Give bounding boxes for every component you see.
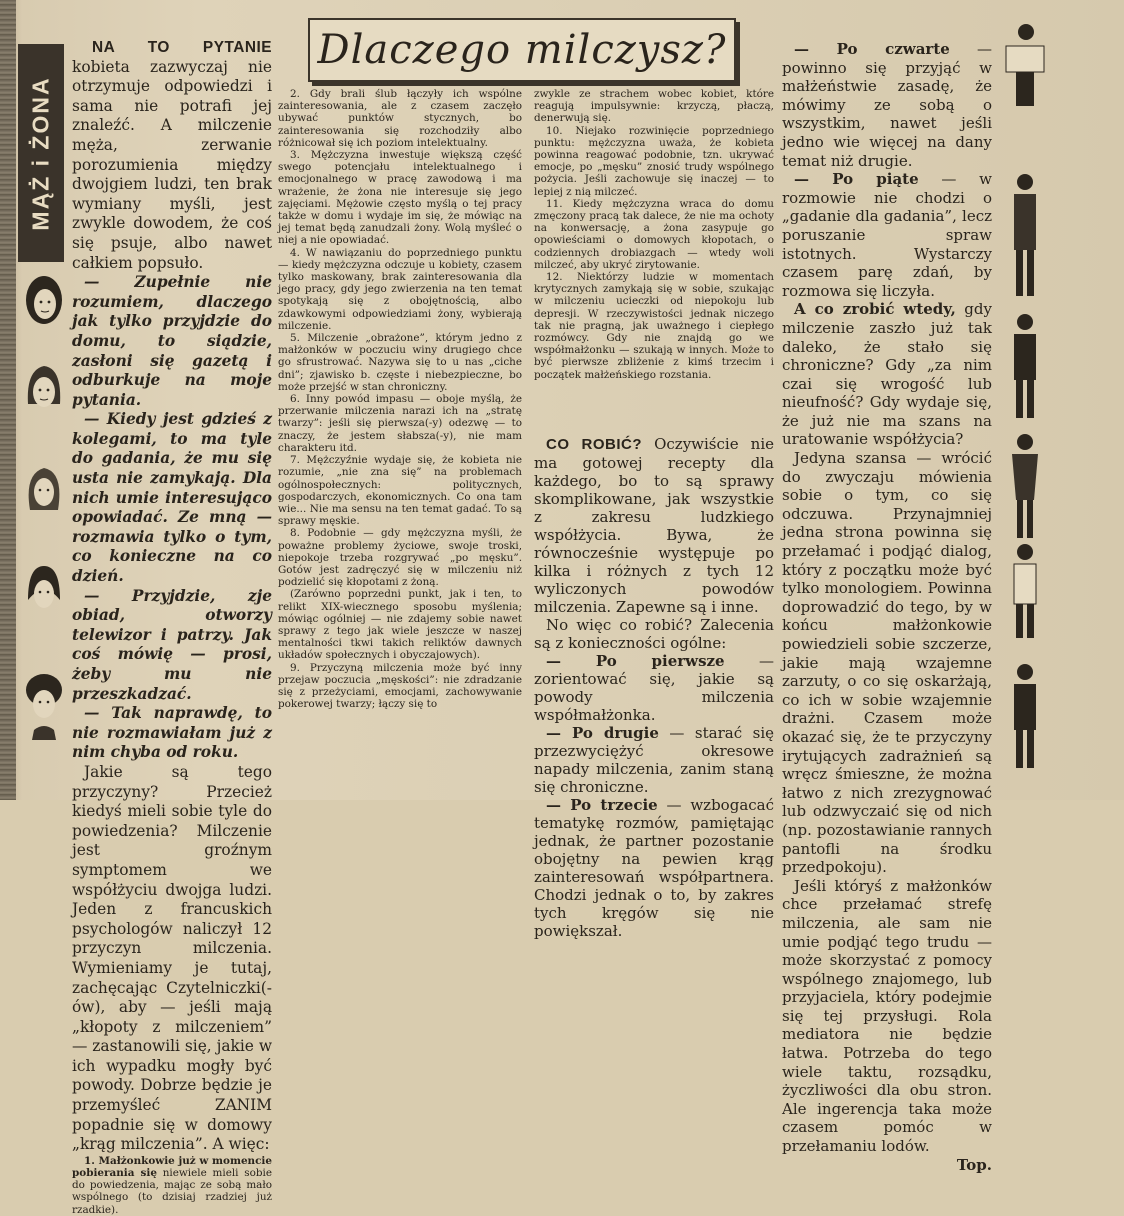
recommendation: — Po czwarte — powinno się przyjąć w małżeństwie zasadę, że mówimy ze sobą o wszystkim, nawet jeśli jedno wie więcej na dany temat niż drugie. xyxy=(782,40,992,170)
man-standing-illustration xyxy=(1002,660,1048,770)
women-illustrations xyxy=(18,270,72,780)
list-item: 7. Mężczyźnie wydaje się, że kobieta nie rozumie, „nie zna się” na problemach ogólnospołecznych: politycznych, gospodarczych, ekonomicznych. Co ona tam wie... Nie ma sensu na ten temat gadać. To są sprawy męskie. xyxy=(278,454,522,528)
paragraph: A co zrobić wtedy, gdy milczenie zaszło już tak daleko, że stało się chroniczne? Gdy „za nim czai się wrogość lub nieufność? Gdy wydaje się, że już nie ma szans na uratowanie współżycia? xyxy=(782,300,992,449)
recommendation: — Po pierwsze — zorientować się, jakie są powody milczenia współmałżonka. xyxy=(534,652,774,724)
list-item: 8. Podobnie — gdy mężczyzna myśli, że poważne problemy życiowe, swoje troski, niepokoje trzeba rozgrywać „po męsku”. Gotów jest zadręczyć się w milczeniu niż podzielić się kłopotami z żoną. xyxy=(278,527,522,589)
men-illustrations xyxy=(996,20,1056,780)
paragraph: CO ROBIĆ? Oczywiście nie ma gotowej recepty dla każdego, bo to są sprawy skomplikowane, jak wszystkie z zakresu ludzkiego współżycia. Bywa, że równocześnie występuje po kilka i różnych z tych 12 wyliczonych powodów milczenia. Zapewne są i inne. xyxy=(534,435,775,616)
list-item: (Zarówno poprzedni punkt, jak i ten, to relikt XIX-wiecznego sposobu myślenia; mówiąc ogólniej — nie zdajemy sobie nawet sprawy z tego jak wiele jeszcze w naszej mentalności tkwi takich reliktów dawnych układów społecznych i obyczajowych). xyxy=(278,588,522,662)
quote: — Tak naprawdę, to nie rozmawiałam już z nim chyba od roku. xyxy=(72,704,272,762)
list-item: 11. Kiedy mężczyzna wraca do domu zmęczony pracą tak dalece, że nie ma ochoty na konwersację, a żona zasypuje go opowieściami o domowych kłopotach, o codziennych drobiazgach — wtedy woli milczeć, aby ukryć zirytowanie. xyxy=(534,197,774,271)
woman-face-illustration xyxy=(22,670,66,740)
list-item: 4. W nawiązaniu do poprzedniego punktu — kiedy mężczyzna odczuje u kobiety, czasem tylko maskowany, brak zainteresowania dla jego pracy, gdy jego zwierzenia na ten temat spotykają się z obojętnością, albo zdawkowymi odpowiedziami żony, wybierają milczenie. xyxy=(278,246,522,332)
quote: — Przyjdzie, zje obiad, otworzy telewizor i patrzy. Jak coś mówię — prosi, żeby mu nie przeszkadzać. xyxy=(72,586,272,703)
author-signature: Top. xyxy=(956,1155,992,1174)
recommendation: — Po piąte — w rozmowie nie chodzi o „gadanie dla gadania”, lecz poruszanie spraw istotnych. Wystarczy czasem parę zdań, by rozmowa się liczyła. xyxy=(782,170,992,300)
list-item: 12. Niektórzy ludzie w momentach krytycznych zamykają się w sobie, szukając w milczeniu ucieczki od niepokoju lub depresji. W rzeczywistości jednak niczego tak nie pragną, jak uważnego i ciepłego rozmówcy. Gdy nie znajdą go we współmałżonku — szukają w innych. Może to być pierwsze zbliżenie z kimś trzecim i początek małżeńskiego rozstania. xyxy=(534,271,774,381)
list-item: zwykle ze strachem wobec kobiet, które reagują impulsywnie: krzyczą, płaczą, denerwują się. xyxy=(534,88,774,125)
man-standing-illustration xyxy=(1002,170,1048,300)
list-item: 10. Niejako rozwinięcie poprzedniego punktu: mężczyzna uważa, że kobieta powinna reagować podobnie, tzn. ukrywać emocje, po „męsku” znosić trudy wspólnego pożycia. Jeśli zachowuje się inaczej — to lepiej z nią milczeć. xyxy=(534,124,774,198)
man-standing-illustration xyxy=(1002,540,1048,640)
man-standing-illustration xyxy=(1002,430,1048,540)
paragraph: Jakie są tego przyczyny? Przecież kiedyś mieli sobie tyle do powiedzenia? Milczenie jest groźnym symptomem we współżyciu dwojga ludzi. Jeden z francuskich psychologów naliczył 12 przyczyn milczenia. Wymieniamy je tutaj, zachęcając Czytelniczki(-ów), aby — jeśli mają „kłopoty z milczeniem” — zastanowili się, jakie w ich wypadku mogły być powody. Dobrze będzie je przemyśleć ZANIM popadnie się w domowy „krąg milczenia”. A więc: xyxy=(72,762,272,1154)
list-item: 1. Małżonkowie już w momencie pobierania się niewiele mieli sobie do powiedzenia, mając ze sobą mało wspólnego (to dzisiaj rzadziej już rzadkie). xyxy=(72,1154,272,1216)
column-2 xyxy=(278,88,522,710)
paragraph: Jeśli któryś z małżonków chce przełamać strefę milczenia, ale sam nie umie podjąć tego trudu — może skorzystać z pomocy wspólnego znajomego, lub przyjaciela, który podejmie się tej przysługi. Rola mediatora nie będzie łatwa. Potrzeba do tego wiele taktu, rozsądku, życzliwości dla obu stron. Ale ingerencja taka może czasem pomóc w przełamaniu lodów. xyxy=(782,876,992,1156)
list-item: 2. Gdy brali ślub łączyły ich wspólne zainteresowania, ale z czasem zaczęło ubywać punktów stycznych, bo zainteresowania się rozchodziły albo różnicował się ich poziom intelektualny. xyxy=(278,88,522,149)
paragraph: Jedyna szansa — wrócić do zwyczaju mówienia sobie o tym, co się odczuwa. Przynajmniej jedna strona powinna się przełamać i podjąć dialog, który z początku może być tylko monologiem. Powinna doprowadzić do tego, by w końcu małżonkowie powiedzieli sobie szczerze, jakie mają wzajemne zarzuty, o co się oskarżają, co ich w sobie wzajemnie drażni. Czasem może okazać się, że te przyczyny irytujących zadrażnień są wręcz śmieszne, że można łatwo z nich zrezygnować lub odzwyczaić się od nich (np. pozostawianie rannych pantofli na środku przedpokoju). xyxy=(782,449,992,877)
quote: — Kiedy jest gdzieś z kolegami, to ma tyle do gadania, że mu się usta nie zamykają. Dla nich umie interesująco opowiadać. Ze mną — rozmawia tylko o tym, co konieczne na co dzień. xyxy=(72,410,272,586)
recommendation: — Po drugie — starać się przezwyciężyć okresowe napady milczenia, zanim staną się chroniczne. xyxy=(534,724,775,796)
column-3-list xyxy=(534,88,774,381)
woman-face-illustration xyxy=(22,270,66,330)
column-3-advice xyxy=(534,435,774,940)
article-title-box xyxy=(308,18,736,82)
recommendation: — Po trzecie — wzbogacać tematykę rozmów, pamiętając jednak, że partner pozostanie obojętny na pewien krąg zainteresowań współpartnera. Chodzi jednak o to, by zakres tych kręgów się nie powiększał. xyxy=(534,796,775,940)
list-item: 9. Przyczyną milczenia może być inny przejaw poczucia „męskości”: nie zdradzanie się z przeżyciami, emocjami, zachowywanie pokerowej twarzy; łączy się to xyxy=(278,661,522,711)
woman-face-illustration xyxy=(22,460,66,520)
woman-face-illustration xyxy=(22,360,66,420)
man-reading-illustration xyxy=(1002,20,1048,110)
column-1 xyxy=(72,38,272,1216)
paragraph: No więc co robić? Zalecenia są z konieczności ogólne: xyxy=(534,616,774,652)
list-item: 3. Mężczyzna inwestuje większą część swego potencjału intelektualnego i emocjonalnego w pracę zawodową i ma wrażenie, że żona nie interesuje się jego zajęciami. Mężowie często myślą o tej pracy także w domu i wydaje im się, że mówiąc na jej temat będą zanudzali żony. Wolą myśleć o niej a nie opowiadać. xyxy=(278,149,522,247)
subheading: CO ROBIĆ? xyxy=(546,436,642,453)
man-standing-illustration xyxy=(1002,310,1048,420)
page-binding xyxy=(0,0,16,800)
section-tab xyxy=(18,44,64,262)
list-item: 5. Milczenie „obrażone”, którym jedno z małżonków w poczuciu winy drugiego chce go sfrustrować. Nazywa się to u nas „ciche dni”; zjawisko b. częste i niebezpieczne, bo może przejść w stan chroniczny. xyxy=(278,332,522,393)
woman-face-illustration xyxy=(22,560,66,620)
list-item: 6. Inny powód impasu — oboje myślą, że przerwanie milczenia narazi ich na „stratę twarzy”: jeśli się pierwsza(-y) odezwę — to znaczy, że jestem słabsza(-y), nie mam charakteru itd. xyxy=(278,393,522,454)
section-label: MĄŻ i ŻONA xyxy=(27,75,54,231)
quote: — Zupełnie nie rozumiem, dlaczego jak tylko przyjdzie do domu, to siądzie, zasłoni się gazetą i odburkuje na moje pytania. xyxy=(72,273,272,409)
column-4 xyxy=(782,40,992,1174)
intro-paragraph: NA TO PYTANIE kobieta zazwyczaj nie otrzymuje odpowiedzi i sama nie potrafi jej znaleźć. A milczenie męża, zerwanie porozumienia między dwojgiem ludzi, ten brak wymiany myśli, jest zwykle dowodem, że coś się psuje, albo nawet całkiem popsuło. xyxy=(72,39,272,272)
lead-in: NA TO PYTANIE xyxy=(92,39,272,56)
article-title: Dlaczego milczysz? xyxy=(317,27,727,73)
